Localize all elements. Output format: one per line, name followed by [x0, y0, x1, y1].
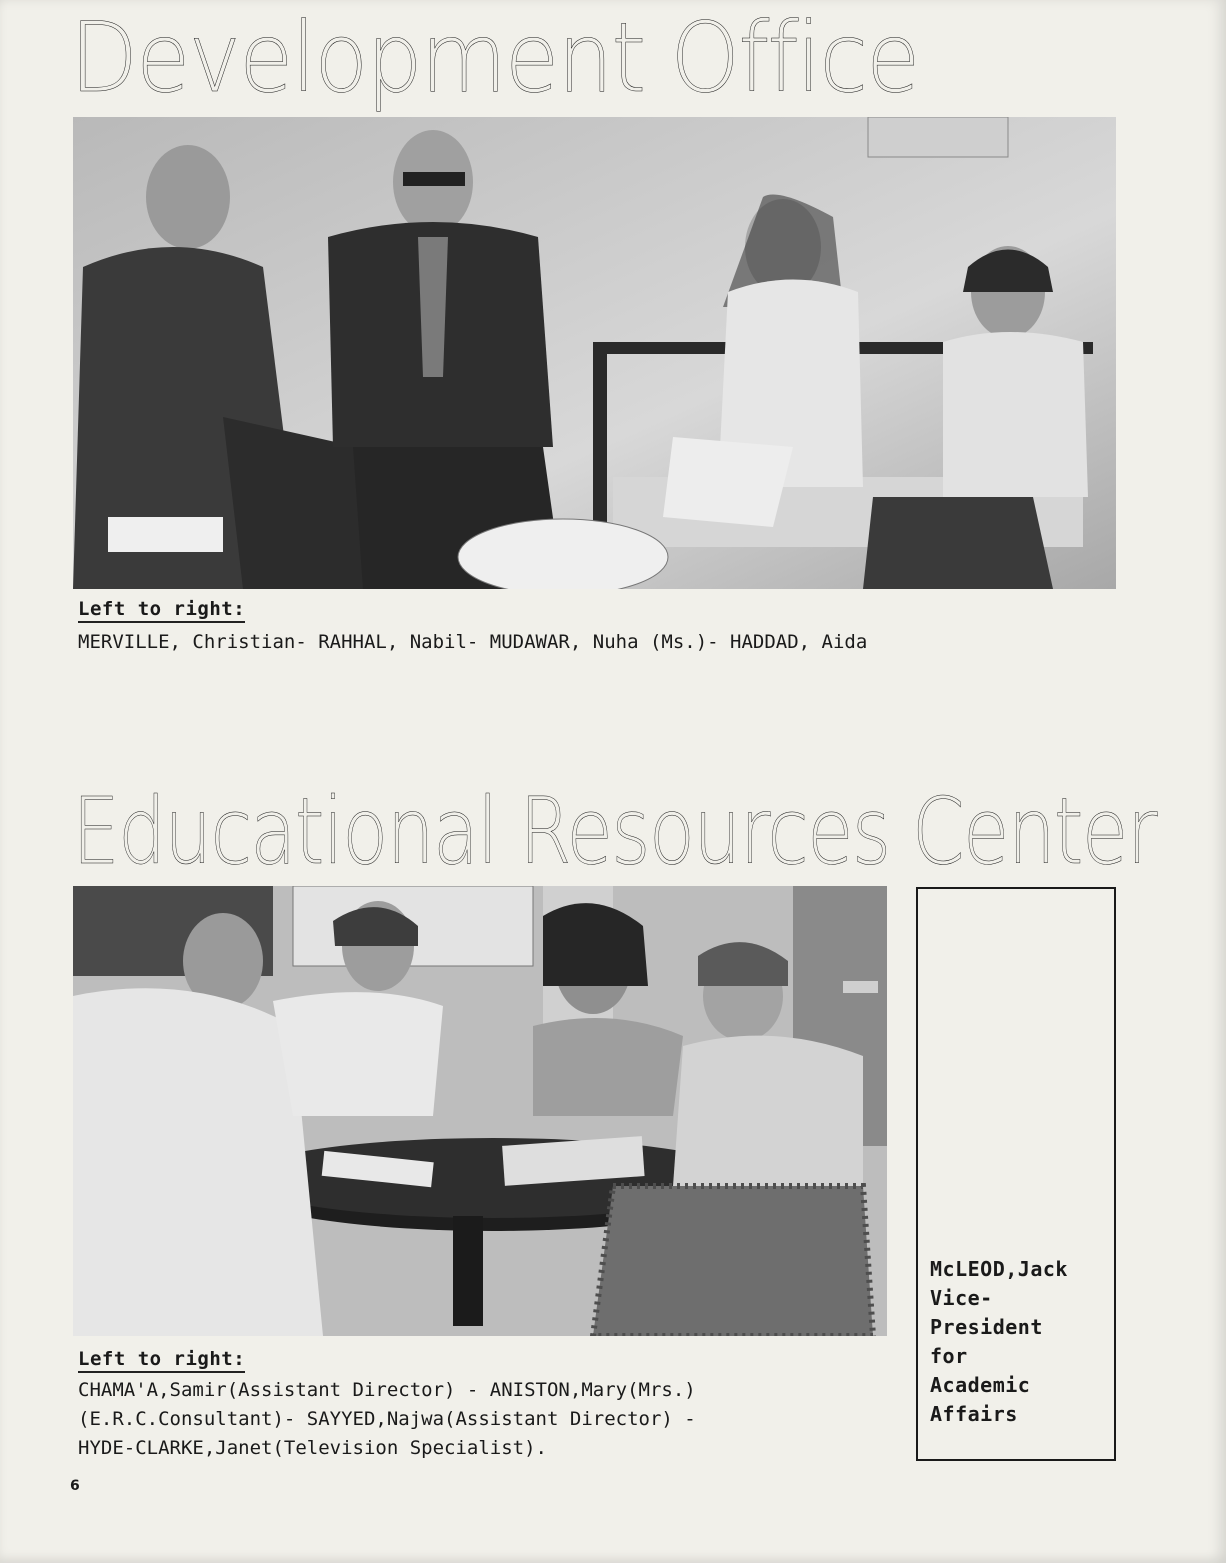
erc-caption-line: HYDE-CLARKE,Janet(Television Specialist). — [78, 1437, 547, 1459]
erc-caption-line: CHAMA'A,Samir(Assistant Director) - ANISTON,Mary(Mrs.) — [78, 1379, 696, 1401]
mcleod-caption-line: Academic — [930, 1373, 1031, 1397]
mcleod-caption-line: President — [930, 1315, 1043, 1339]
erc-caption-line: (E.R.C.Consultant)- SAYYED,Najwa(Assistant Director) - — [78, 1408, 696, 1430]
mcleod-caption-line: McLEOD,Jack — [930, 1257, 1068, 1281]
development-office-photo — [73, 117, 1116, 589]
section-title-educational-resources-center: Educational Resources Center — [72, 778, 1156, 885]
page-number: 6 — [70, 1478, 80, 1494]
development-office-caption-names: MERVILLE, Christian- RAHHAL, Nabil- MUDAWAR, Nuha (Ms.)- HADDAD, Aida — [78, 631, 868, 653]
section-title-development-office: Development Office — [70, 2, 919, 114]
mcleod-photo-box — [916, 887, 1116, 1461]
mcleod-caption-line: for — [930, 1344, 968, 1368]
educational-resources-center-photo — [73, 886, 887, 1336]
development-office-caption-heading: Left to right: — [78, 598, 245, 623]
mcleod-caption — [930, 1255, 1068, 1429]
mcleod-caption-line: Vice- — [930, 1286, 993, 1310]
mcleod-caption-line: Affairs — [930, 1402, 1018, 1426]
erc-caption-heading: Left to right: — [78, 1348, 245, 1373]
